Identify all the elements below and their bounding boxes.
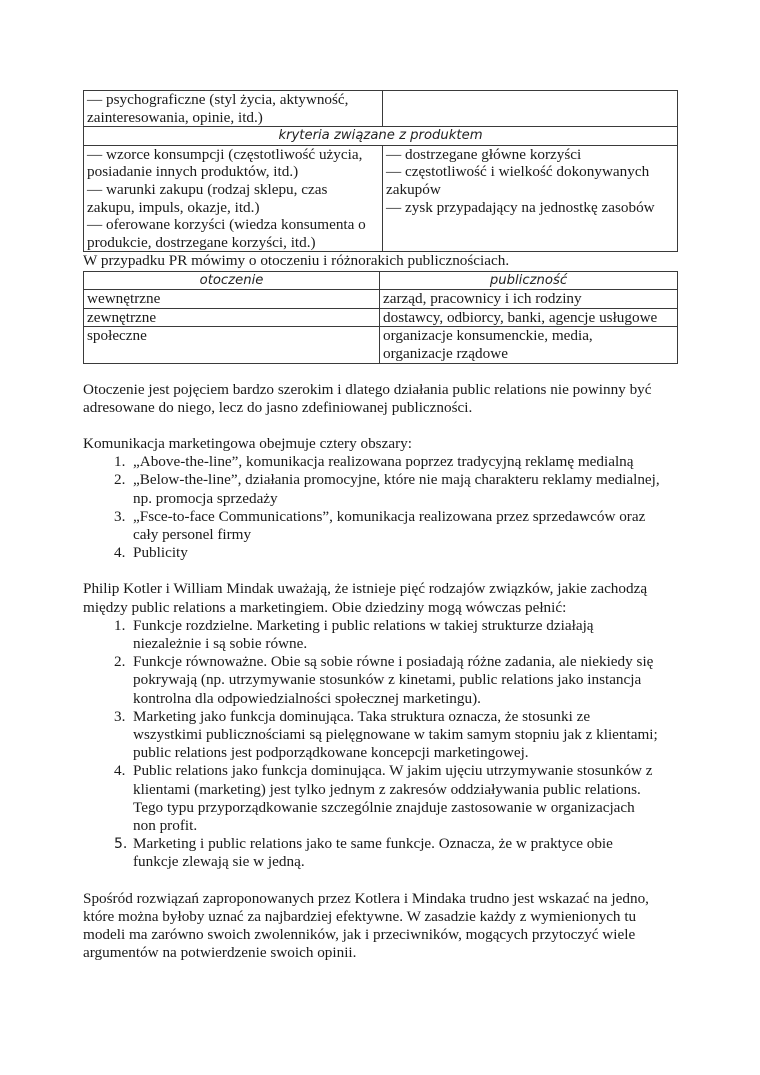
table-cell: zewnętrzne <box>84 308 380 327</box>
spacer <box>83 562 678 580</box>
cell-line: — warunki zakupu (rodzaj sklepu, czas <box>87 180 328 198</box>
table-cell <box>380 308 678 327</box>
list-number: 2. <box>114 653 126 671</box>
column-header-otoczenie: otoczenie <box>84 271 380 290</box>
cell-line: zakupów <box>386 180 441 198</box>
kotler-intro <box>83 580 678 616</box>
table-cell <box>84 145 383 252</box>
cell-line: — zysk przypadający na jednostkę zasobów <box>386 198 655 216</box>
list-line: cały personel firmy <box>133 525 252 543</box>
list-line: funkcje zlewają sie w jedną. <box>133 853 305 871</box>
text-line: między public relations a marketingiem. Obie dziedziny mogą wówczas pełnić: <box>83 598 567 616</box>
cell-line: zarząd, pracownicy i ich rodziny <box>383 290 582 308</box>
list-number: 1. <box>114 453 126 471</box>
list-line: Public relations jako funkcja dominująca. W jakim ujęciu utrzymywanie stosunków z <box>133 762 653 780</box>
text-line: modeli ma zarówno swoich zwolenników, jak i przeciwników, mogących przytoczyć wiele <box>83 926 636 943</box>
list-item <box>83 508 678 544</box>
pr-intro-paragraph: W przypadku PR mówimy o otoczeniu i różnorakich publicznościach. <box>83 252 510 270</box>
table-cell <box>380 327 678 363</box>
cell-line: — wzorce konsumpcji (częstotliwość użycia, <box>87 145 363 163</box>
list-number: 1. <box>114 616 126 634</box>
list-line: klientami (marketing) jest tylko jednym z zakresów oddziaływania public relations. <box>133 780 641 798</box>
list-line: Marketing jako funkcja dominująca. Taka struktura oznacza, że stosunki ze <box>133 707 591 725</box>
list-item <box>83 453 678 471</box>
cell-line: zakupu, impuls, okazje, itd.) <box>87 198 260 216</box>
table-cell: wewnętrzne <box>84 290 380 309</box>
komunikacja-list <box>83 453 678 562</box>
list-number: 4. <box>114 762 126 780</box>
list-item <box>83 708 678 763</box>
text-line: które można byłoby uznać za najbardziej efektywne. W zasadzie każdy z wymienionych tu <box>83 907 637 925</box>
column-header-publicznosc: publiczność <box>380 271 678 290</box>
table-section-header-row <box>84 127 678 146</box>
list-item <box>83 762 678 835</box>
cell-line: posiadanie innych produktów, itd.) <box>87 163 299 181</box>
list-line: „Fsce-to-face Communications”, komunikacja realizowana przez sprzedawców oraz <box>133 507 646 525</box>
spacer <box>83 872 678 890</box>
list-number: 2. <box>114 471 126 489</box>
table-row <box>84 91 678 127</box>
list-item <box>83 544 678 562</box>
list-number: 3. <box>114 507 126 525</box>
list-line: np. promocja sprzedaży <box>133 489 278 507</box>
cell-line: organizacje konsumenckie, media, <box>383 327 593 345</box>
text-line: adresowane do niego, lecz do jasno zdefiniowanej publiczności. <box>83 398 473 416</box>
spacer <box>83 417 678 435</box>
cell-line: — dostrzegane główne korzyści <box>386 145 582 163</box>
conclusion-paragraph <box>83 890 678 963</box>
list-line: non profit. <box>133 816 198 834</box>
table-row <box>84 290 678 309</box>
table-cell: społeczne <box>84 327 380 363</box>
table-cell <box>84 91 383 127</box>
cell-line: — psychograficzne (styl życia, aktywność, <box>87 91 349 108</box>
cell-line: produkcie, dostrzegane korzyści, itd.) <box>87 233 316 251</box>
list-item <box>83 471 678 507</box>
section-header: kryteria związane z produktem <box>84 127 678 146</box>
list-number: 3. <box>114 707 126 725</box>
list-line: „Above-the-line”, komunikacja realizowana poprzez tradycyjną reklamę medialną <box>133 453 634 471</box>
list-line: Funkcje rozdzielne. Marketing i public relations w takiej strukturze działają <box>133 616 594 634</box>
table-row <box>84 308 678 327</box>
list-number: 5. <box>114 836 128 853</box>
list-number: 4. <box>114 544 126 562</box>
list-line: pokrywają (np. utrzymywanie stosunków z kinetami, public relations jako instancja <box>133 671 642 689</box>
cell-line: organizacje rządowe <box>383 344 508 362</box>
cell-line: zainteresowania, opinie, itd.) <box>87 108 263 126</box>
otoczenie-paragraph <box>83 381 678 417</box>
cell-line: — oferowane korzyści (wiedza konsumenta o <box>87 216 366 234</box>
list-line: „Below-the-line”, działania promocyjne, które nie mają charakteru reklamy medialnej, <box>133 471 660 489</box>
komunikacja-intro: Komunikacja marketingowa obejmuje cztery obszary: <box>83 434 412 452</box>
list-line: Marketing i public relations jako te same funkcje. Oznacza, że w praktyce obie <box>133 835 613 853</box>
cell-line: — częstotliwość i wielkość dokonywanych <box>386 163 650 181</box>
text-line: Philip Kotler i William Mindak uważają, że istnieje pięć rodzajów związków, jakie zachodzą <box>83 580 648 598</box>
segmentation-table <box>83 90 678 252</box>
list-line: niezależnie i są sobie równe. <box>133 634 308 652</box>
list-line: Tego typu przyporządkowanie szczególnie znajduje zastosowanie w organizacjach <box>133 798 635 816</box>
list-line: public relations jest podporządkowane koncepcji marketingowej. <box>133 744 529 762</box>
list-item <box>83 617 678 653</box>
text-line: Spośród rozwiązań zaproponowanych przez Kotlera i Mindaka trudno jest wskazać na jedno, <box>83 889 649 907</box>
list-line: wszystkimi publicznościami są pielęgnowane w takim samym stopniu jak z klientami; <box>133 725 658 743</box>
pr-environment-table <box>83 271 678 364</box>
list-line: Funkcje równoważne. Obie są sobie równe i posiadają różne zadania, ale niekiedy się <box>133 653 654 671</box>
table-cell-empty <box>383 91 678 127</box>
table-row <box>84 327 678 363</box>
table-row <box>84 145 678 252</box>
text-line: Otoczenie jest pojęciem bardzo szerokim i dlatego działania public relations nie powinny być <box>83 380 652 398</box>
list-line: Publicity <box>133 544 188 562</box>
list-item <box>83 835 678 871</box>
spacer <box>83 364 678 381</box>
document-page <box>83 90 678 962</box>
table-cell <box>380 290 678 309</box>
list-line: kontrolna dla odpowiedzialności społecznej marketingu). <box>133 689 481 707</box>
cell-line: dostawcy, odbiorcy, banki, agencje usługowe <box>383 308 658 326</box>
table-header-row <box>84 271 678 290</box>
table-cell <box>383 145 678 252</box>
kotler-list <box>83 617 678 872</box>
list-item <box>83 653 678 708</box>
text-line: argumentów na potwierdzenie swoich opinii. <box>83 944 357 962</box>
